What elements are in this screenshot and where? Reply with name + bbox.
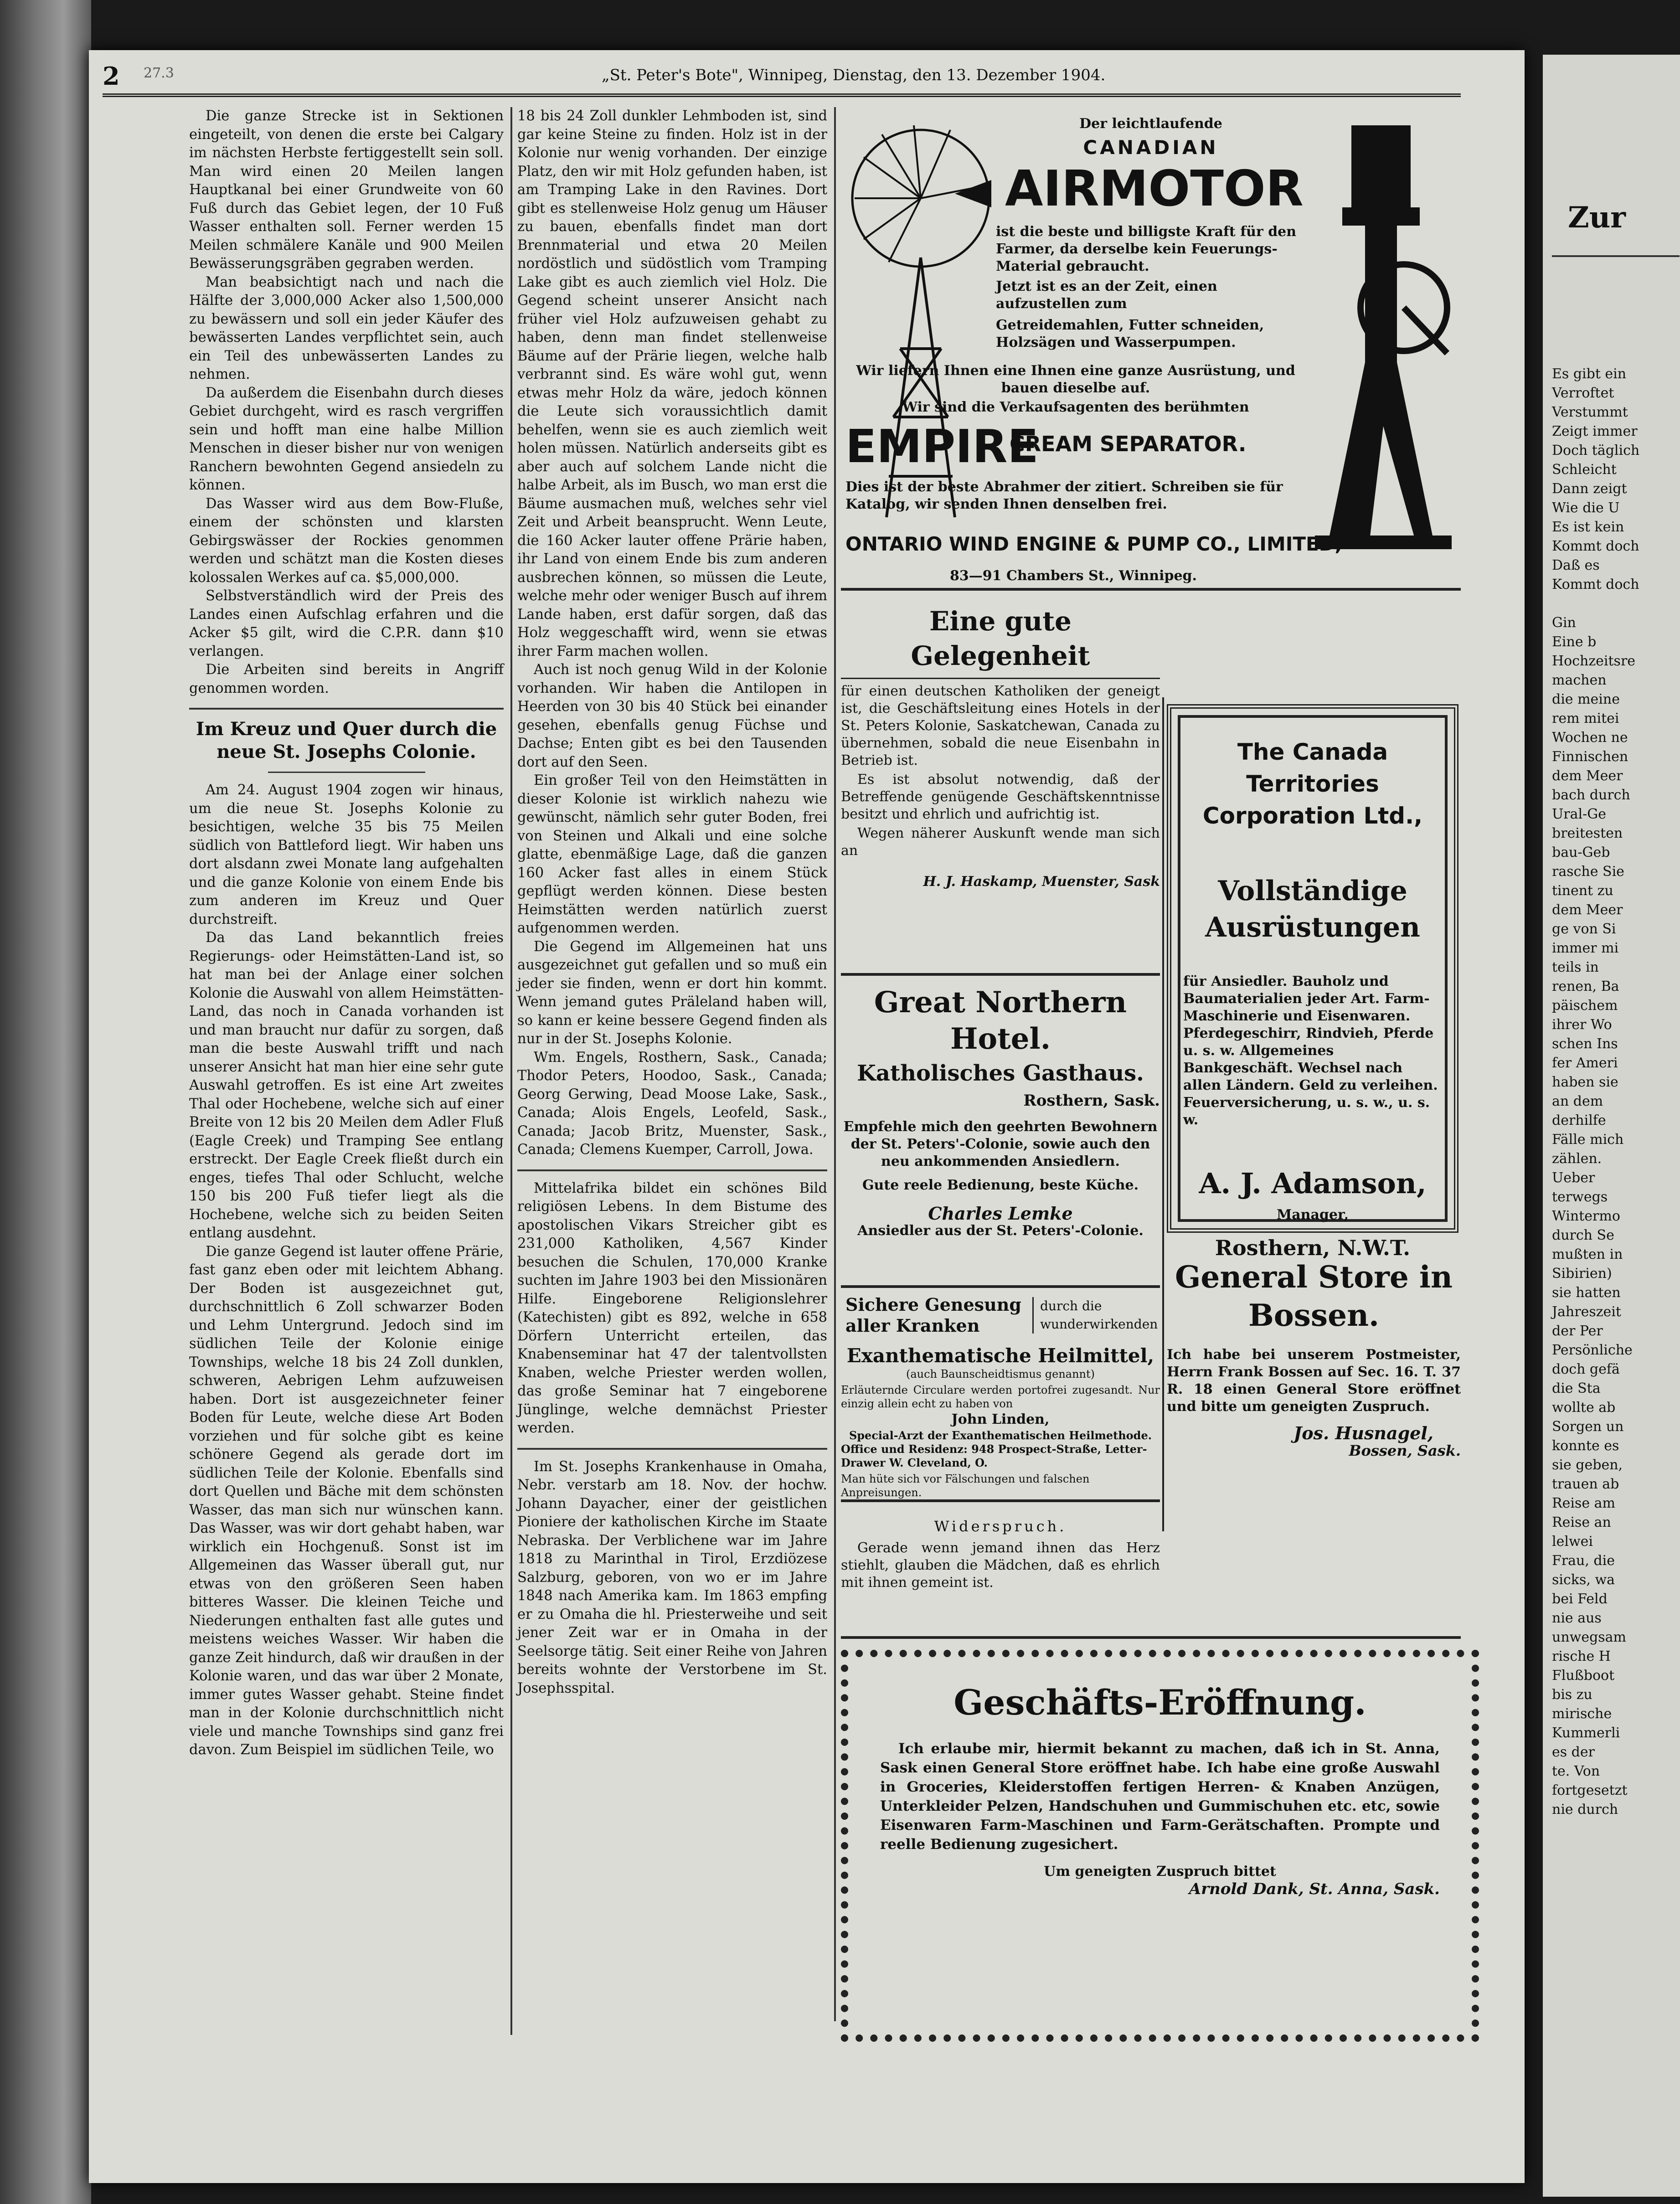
adjacent-page-line: Doch täglich xyxy=(1552,443,1640,458)
adjacent-rule xyxy=(1552,255,1680,257)
ad-signature: H. J. Haskamp, Muenster, Sask xyxy=(923,874,1160,890)
ad-text: Um geneigten Zuspruch bittet xyxy=(1044,1864,1276,1880)
adjacent-page-line: fer Ameri xyxy=(1552,1055,1618,1071)
adjacent-page-line: Eine b xyxy=(1552,634,1597,650)
adjacent-page-line: durch Se xyxy=(1552,1227,1614,1243)
handwritten-note: 27.3 xyxy=(144,65,174,81)
adjacent-page-line: breitesten xyxy=(1552,825,1623,841)
adjacent-page-line: terwegs xyxy=(1552,1189,1608,1205)
adjacent-page-line: derhilfe xyxy=(1552,1112,1606,1128)
adjacent-page xyxy=(1543,55,1680,2197)
column-2 xyxy=(517,107,827,1698)
adjacent-page-line: Wochen ne xyxy=(1552,730,1628,746)
adjacent-page-line: Finnischen xyxy=(1552,749,1628,765)
adjacent-page-line xyxy=(1552,594,1680,613)
section-rule xyxy=(841,973,1160,976)
ad-place: Rosthern, Sask. xyxy=(1023,1092,1160,1110)
paragraph: Die ganze Gegend ist lauter offene Prärie, fast ganz eben oder mit leichtem Abhang. Der Boden ist ausgezeichnet gut, durchschnittlich 6 Zoll schwarzer Boden und Lehm Untergrund. Jedoch sind im südlichen Teile der Kolonie einige Townships, welche 18 bis 24 Zoll dunklen, schweren, Aebrigen Lehm aufzuweisen haben. Dort ist ausgezeichneter feiner Boden für Leute, welche diese Art Boden vorziehen und für solche gibt es keine schönere Gegend als gerade dort im südlichen Teile der Kolonie. Ebenfalls sind dort Quellen und Bäche mit dem schönsten Wasser, das man sich nur wünschen kann. Das Wasser, was wir dort gehabt haben, war wirklich ein Hochgenuß. Sonst ist im Allgemeinen das Wasser überall gut, nur etwas von den größeren Seen haben bitteres Wasser. Die kleinen Teiche und Niederungen enthalten fast alle gutes und meistens weiches Wasser. Wir haben die ganze Zeit hindurch, daß wir draußen in der Kolonie waren, und das war über 2 Monate, immer gutes Wasser gehabt. Steine findet man in der Kolonie durchschnittlich nicht viele und manche Townships sind ganz frei davon. Zum Beispiel im südlichen Teile, wo xyxy=(189,1243,504,1758)
adjacent-page-line: Fälle mich xyxy=(1552,1132,1624,1148)
adjacent-page-line: Persönliche xyxy=(1552,1342,1633,1358)
adjacent-page-line: Kommt doch xyxy=(1552,577,1639,592)
adjacent-page-line: die meine xyxy=(1552,691,1620,707)
adjacent-page-line: Zeigt immer xyxy=(1552,423,1638,439)
adjacent-page-line: ge von Si xyxy=(1552,921,1616,937)
paragraph: Da das Land bekanntlich freies Regierungs- oder Heimstätten-Land ist, so hat man bei der Anlage einer solchen Kolonie die Auswahl von allem Heimstätten-Land, das noch in Canada vorhanden ist und man braucht nur dafür zu sorgen, daß man die beste Auswahl trifft und nach unserer Ansicht hat man hier eine sehr gute Auswahl getroffen. Es ist eine Art zweites Thal oder Hochebene, welche sich auf einer Breite von 12 bis 20 Meilen dem Adler Fluß (Eagle Creek) und Tramping See entlang erstreckt. Der Eagle Creek fließt durch ein enges, tiefes Thal oder Schlucht, welche 150 bis 200 Fuß tiefer liegt als die Hochebene, welche sich zu beiden Seiten entlang ausdehnt. xyxy=(189,930,504,1241)
adjacent-page-line: Flußboot xyxy=(1552,1668,1615,1684)
short-rule xyxy=(268,772,425,773)
adjacent-page-line: Wie die U xyxy=(1552,500,1620,516)
paragraph: Mittelafrika bildet ein schönes Bild religiösen Lebens. In dem Bistume des apostolischen Vikars Streicher gibt es 231,000 Katholiken, 4,567 Kinder besuchen die Schulen, 170,000 Kranke suchten im Jahre 1903 bei den Missionären Hilfe. Eingeborene Religionslehrer (Katechisten) gibt es 892, welche in 658 Dörfern Unterricht erteilen, das Knabenseminar hat 47 der talentvollsten Knaben, welche Priester werden wollen, das große Seminar hat 7 eingeborene Jünglinge, welche demnächst Priester werden. xyxy=(517,1180,827,1436)
airmotor-brand-line1: CANADIAN xyxy=(1083,136,1219,159)
airmotor-text: Wir liefern Ihnen eine Ihnen eine ganze Ausrüstung, und bauen dieselbe auf. xyxy=(856,363,1295,396)
adjacent-page-line: renen, Ba xyxy=(1552,978,1619,994)
ad-signature: Jos. Husnagel, xyxy=(1293,1423,1433,1443)
ad-heading: Vollständige xyxy=(1218,875,1407,907)
company-address: 83—91 Chambers St., Winnipeg. xyxy=(950,568,1197,584)
ad-title: The Canada Territories xyxy=(1237,739,1388,797)
ad-title: Great Northern Hotel. xyxy=(874,985,1127,1056)
airmotor-text: Getreidemahlen, Futter schneiden, Holzsägen und Wasserpumpen. xyxy=(996,317,1264,350)
ad-signature-line: Ansiedler aus der St. Peters'-Colonie. xyxy=(857,1223,1144,1239)
adjacent-page-line: ihrer Wo xyxy=(1552,1017,1612,1033)
ad-text: Empfehle mich den geehrten Bewohnern der St. Peters'-Colonie, sowie auch den neu ankommenden Ansiedlern. xyxy=(843,1119,1158,1169)
ad-title: Bossen. xyxy=(1248,1298,1380,1333)
ad-title: General Store in xyxy=(1175,1259,1453,1295)
ad-text: Gute reele Bedienung, beste Küche. xyxy=(862,1177,1139,1193)
adjacent-page-line: Gin xyxy=(1552,615,1576,631)
adjacent-page-line: bach durch xyxy=(1552,787,1630,803)
adjacent-page-line: Frau, die xyxy=(1552,1553,1615,1569)
book-binding xyxy=(0,0,91,2204)
adjacent-page-line: lelwei xyxy=(1552,1534,1593,1550)
paragraph: 18 bis 24 Zoll dunkler Lehmboden ist, sind gar keine Steine zu finden. Holz ist in der Kolonie nur wenig vorhanden. Der einzige Platz, den wir mit Holz gefunden haben, ist am Tramping Lake in den Ravines. Dort gibt es stellenweise Holz genug um Häuser zu bauen, ebenfalls findet man dort Brennmaterial und etwa 20 Meilen nordöstlich und südöstlich vom Tramping Lake gibt es auch ziemlich viel Holz. Die Gegend scheint unserer Ansicht nach früher viel Holz aufzuweisen gehabt zu haben, denn man findet stellenweise Bäume auf der Prärie liegen, welche halb verbrannt sind. Es wäre wohl gut, wenn etwas mehr Holz da wäre, jedoch können die Leute sich voraussichtlich damit behelfen, wenn sie es auch ziemlich weit holen müssen. Natürlich anderseits gibt es aber auch auf solchem Lande nicht die halbe Arbeit, als im Busch, wo man erst die Bäume ausmachen muß, welches sehr viel Zeit und Arbeit beansprucht. Wenn Leute, die 160 Acker lauter offene Prärie haben, ihr Land von einem Ende bis zum anderen ausbrechen können, so müssen die Leute, welche mehr oder weniger Busch auf ihrem Lande haben, erst dafür sorgen, daß das Holz weggeschafft wird, wenn sie etwas ihrer Farm machen wollen. xyxy=(517,108,827,659)
adjacent-page-line: an dem xyxy=(1552,1093,1603,1109)
ad-text: Ich erlaube mir, hiermit bekannt zu machen, daß ich in St. Anna, Sask einen General Store eröffnet habe. Ich habe eine große Auswahl in Groceries, Kleiderstoffen fertigen Herren- & Knaben Anzügen, Unterkleider Pelzen, Handschuhen und Gummischuhen etc. etc, sowie Eisenwaren Farm-Maschinen und Farm-Gerätschaften. Prompte und reelle Bedienung zugesichert. xyxy=(880,1741,1440,1853)
ad-side-note: durch die wunderwirkenden xyxy=(1032,1297,1163,1334)
item-title: Widerspruch. xyxy=(934,1518,1067,1535)
ad-role: Manager, xyxy=(1276,1207,1349,1223)
ad-text: Ich habe bei unserem Postmeister, Herrn Frank Bossen auf Sec. 16. T. 37 R. 18 einen General Store eröffnet und bitte um geneigten Zuspruch. xyxy=(1167,1347,1461,1415)
ad-text: für einen deutschen Katholiken der geneigt ist, die Geschäftsleitung eines Hotels in der St. Peters Kolonie, Saskatchewan, Canada zu übernehmen, sobald die neue Eisenbahn in Betrieb ist. xyxy=(841,683,1160,768)
airmotor-text: Dies ist der beste Abrahmer der zitiert. Schreiben sie für Katalog, wir senden Ihnen denselben frei. xyxy=(845,479,1283,512)
adjacent-page-line: unwegsam xyxy=(1552,1629,1627,1645)
canada-territories-ad xyxy=(1167,704,1458,1260)
adjacent-page-line: dem Meer xyxy=(1552,768,1623,784)
cream-separator-label: CREAM SEPARATOR. xyxy=(1010,432,1247,456)
company-name: ONTARIO WIND ENGINE & PUMP CO., LIMITED, xyxy=(845,533,1342,555)
adjacent-page-line: nie aus xyxy=(1552,1610,1602,1626)
adjacent-page-line: rasche Sie xyxy=(1552,864,1624,880)
ad-text: Special-Arzt der Exanthematischen Heilmethode. xyxy=(849,1429,1152,1442)
adjacent-page-line: Es ist kein xyxy=(1552,519,1624,535)
paragraph: Man beabsichtigt nach und nach die Hälfte der 3,000,000 Acker also 1,500,000 zu bewässern und soll ein jeder Käufer des bewässerten Landes verpflichtet sein, auch ein Teil des unbewässerten Landes zu nehmen. xyxy=(189,274,504,382)
adjacent-page-line: bau-Geb xyxy=(1552,845,1610,860)
airmotor-text: Wir sind die Verkaufsagenten des berühmten xyxy=(902,399,1249,415)
ad-title: Sichere Genesung xyxy=(845,1294,1021,1315)
adjacent-page-line: der Per xyxy=(1552,1323,1603,1339)
empire-brand: EMPIRE xyxy=(845,420,1039,473)
adjacent-page-line: haben sie xyxy=(1552,1074,1618,1090)
adjacent-page-line: nie durch xyxy=(1552,1802,1618,1818)
paragraph: Das Wasser wird aus dem Bow-Fluße, einem der schönsten und klarsten Gebirgswässer der Rockies genommen werden und schätzt man die Kosten dieses kolossalen Werkes auf ca. $5,000,000. xyxy=(189,495,504,586)
adjacent-page-line: Schleicht xyxy=(1552,462,1617,478)
adjacent-page-line: es der xyxy=(1552,1744,1595,1760)
ad-title: Corporation Ltd., xyxy=(1202,803,1423,829)
adjacent-page-text xyxy=(1552,365,1680,1819)
opportunity-ad xyxy=(841,599,1160,909)
adjacent-page-line: te. Von xyxy=(1552,1763,1600,1779)
column-1 xyxy=(189,107,504,1760)
page-header xyxy=(103,62,1461,97)
ad-heading: Ausrüstungen xyxy=(1205,911,1420,943)
ad-text: für Ansiedler. Bauholz und Baumaterialien jeder Art. Farm-Maschinerie und Eisenwaren. Pferdegeschirr, Rindvieh, Pferde u. s. w. Allgemeines Bankgeschäft. Wechsel nach allen Ländern. Geld zu verleihen. Feuerversicherung, u. s. w., u. s. w. xyxy=(1183,973,1438,1128)
adjacent-page-line: doch gefä xyxy=(1552,1361,1620,1377)
section-rule xyxy=(841,1499,1160,1502)
adjacent-page-line: Sorgen un xyxy=(1552,1419,1624,1435)
adjacent-page-line: sicks, wa xyxy=(1552,1572,1615,1588)
adjacent-page-line: Kommt doch xyxy=(1552,538,1639,554)
adjacent-page-line: Es gibt ein xyxy=(1552,366,1627,382)
paragraph: Die Gegend im Allgemeinen hat uns ausgezeichnet gut gefallen und so muß ein jeder sie finden, wenn er dort hin kommt. Wenn jemand gutes Präleland haben will, so kann er keine bessere Gegend finden als nur in der St. Josephs Kolonie. xyxy=(517,938,827,1047)
airmotor-ad xyxy=(841,107,1461,677)
masthead-line: „St. Peter's Bote", Winnipeg, Dienstag, den 13. Dezember 1904. xyxy=(602,66,1106,84)
ad-text: (auch Baunscheidtismus genannt) xyxy=(906,1368,1095,1380)
paragraph: Ein großer Teil von den Heimstätten in dieser Kolonie ist wirklich nahezu wie gewünscht, nämlich sehr guter Boden, frei von Steinen und Alkali und eine solche glatte, ebenmäßige Lage, daß die ganzen 160 Acker fast alles in einem Stück gepflügt werden können. Diese besten Heimstätten werden natürlich zuerst aufgenommen werden. xyxy=(517,772,827,936)
page-number: 2 xyxy=(103,62,120,91)
section-rule xyxy=(517,1169,827,1171)
ad-name: John Linden, xyxy=(951,1411,1050,1427)
section-rule xyxy=(841,588,1461,591)
business-opening-ad xyxy=(841,1650,1479,2042)
section-rule xyxy=(841,1285,1160,1288)
adjacent-page-line: Ural-Ge xyxy=(1552,806,1606,822)
ad-title: aller Kranken xyxy=(845,1315,980,1336)
airmotor-tag: Der leichtlaufende xyxy=(1079,116,1222,132)
paragraph: Da außerdem die Eisenbahn durch dieses Gebiet durchgeht, wird es rasch vergriffen sein und hofft man eine halbe Million Menschen in dieser bisher nur von wenigen Ranchern bewohnten Gegend ansiedeln zu können. xyxy=(189,385,504,493)
general-store-ad xyxy=(1167,1258,1461,1531)
ad-rule xyxy=(841,678,1160,679)
paragraph: Auch ist noch genug Wild in der Kolonie vorhanden. Wir haben die Antilopen in Heerden von 30 bis 40 Stück bei einander gesehen, ebenfalls genug Füchse und Dachse; Enten gibt es bei den Tausenden dort auf den Seen. xyxy=(517,662,827,770)
ad-signature: Arnold Dank, St. Anna, Sask. xyxy=(1189,1880,1440,1898)
cream-separator-icon xyxy=(1297,116,1456,554)
adjacent-page-line: Reise an xyxy=(1552,1514,1611,1530)
airmotor-text: Jetzt ist es an der Zeit, einen aufzustellen zum xyxy=(996,278,1217,312)
adjacent-page-line: sie geben, xyxy=(1552,1457,1623,1473)
adjacent-page-line: päischem xyxy=(1552,998,1618,1014)
adjacent-page-line: rische H xyxy=(1552,1648,1611,1664)
ad-text: Erläuternde Circulare werden portofrei zugesandt. Nur einzig allein echt zu haben von xyxy=(841,1384,1160,1410)
adjacent-page-line: Hochzeitsre xyxy=(1552,653,1636,669)
adjacent-page-line: schen Ins xyxy=(1552,1036,1618,1052)
adjacent-page-line: Verroftet xyxy=(1552,385,1614,401)
ad-subtitle: Katholisches Gasthaus. xyxy=(857,1061,1144,1086)
paragraph: Selbstverständlich wird der Preis des Landes einen Aufschlag erfahren und die Acker $5 gilt, wird die C.P.R. dann $10 verlangen. xyxy=(189,588,504,659)
airmotor-brand-line2: AIRMOTOR xyxy=(1005,160,1304,217)
adjacent-page-line: konnte es xyxy=(1552,1438,1619,1454)
adjacent-page-line: Reise am xyxy=(1552,1495,1615,1511)
adjacent-page-line: mußten in xyxy=(1552,1246,1623,1262)
adjacent-page-line: die Sta xyxy=(1552,1380,1601,1396)
ad-title: Geschäfts-Eröffnung. xyxy=(953,1682,1366,1723)
item-text: Gerade wenn jemand ihnen das Herz stiehlt, glauben die Mädchen, daß es ehrlich mit ihnen gemeint ist. xyxy=(841,1540,1160,1591)
adjacent-page-line: fortgesetzt xyxy=(1552,1782,1628,1798)
adjacent-page-line: immer mi xyxy=(1552,940,1619,956)
column-rule xyxy=(1162,697,1164,1531)
adjacent-page-line: trauen ab xyxy=(1552,1476,1619,1492)
column-rule xyxy=(510,107,512,2035)
paragraph: Im St. Josephs Krankenhause in Omaha, Nebr. verstarb am 18. Nov. der hochw. Johann Dayacher, einer der geistlichen Pioniere der katholischen Kirche im Staate Nebraska. Der Verblichene war im Jahre 1818 zu Marinthal in Tirol, Erzdiözese Salzburg, geboren, von wo er im Jahre 1848 nach Amerika kam. Im 1863 empfing er zu Omaha die hl. Priesterweihe und seit jener Zeit war er in Omaha in der Seelsorge tätig. Seit einer Reihe von Jahren bereits wohnte der Verstorbene im St. Josephsspital. xyxy=(517,1458,827,1696)
ad-signature-line: Bossen, Sask. xyxy=(1349,1442,1461,1459)
signatories: Wm. Engels, Rosthern, Sask., Canada; Thodor Peters, Hoodoo, Sask., Canada; Georg Gerwing, Dead Moose Lake, Sask., Canada; Alois Engels, Leofeld, Sask., Canada; Jacob Britz, Muenster, Sask., Canada; Clemens Kuemper, Carroll, Jowa. xyxy=(517,1049,827,1158)
adjacent-page-heading: Zur xyxy=(1568,201,1626,235)
column-rule xyxy=(834,107,836,2021)
adjacent-page-line: Sibirien) xyxy=(1552,1266,1612,1282)
ad-text: Office und Residenz: 948 Prospect-Straße, Letter-Drawer W. Cleveland, O. xyxy=(841,1442,1147,1469)
ad-text: Man hüte sich vor Fälschungen und falschen Anpreisungen. xyxy=(841,1473,1090,1499)
ad-title: Eine gute Gelegenheit xyxy=(911,606,1090,671)
adjacent-page-line: sie hatten xyxy=(1552,1285,1621,1301)
ad-name: A. J. Adamson, xyxy=(1199,1167,1427,1200)
adjacent-page-line: machen xyxy=(1552,672,1607,688)
airmotor-text: ist die beste und billigste Kraft für den Farmer, da derselbe kein Feuerungs-Material gebraucht. xyxy=(996,224,1297,274)
paragraph: Die Arbeiten sind bereits in Angriff genommen worden. xyxy=(189,662,504,696)
widerspruch-item xyxy=(841,1518,1160,1636)
adjacent-page-line: Verstummt xyxy=(1552,404,1628,420)
adjacent-page-line: Ueber xyxy=(1552,1170,1595,1186)
adjacent-page-line: teils in xyxy=(1552,959,1599,975)
adjacent-page-line: dem Meer xyxy=(1552,902,1623,918)
ad-signature: Charles Lemke xyxy=(928,1203,1073,1224)
hotel-ad xyxy=(841,984,1160,1303)
ad-text: Wegen näherer Auskunft wende man sich an xyxy=(841,825,1160,859)
section-rule xyxy=(517,1448,827,1450)
adjacent-page-line: Wintermo xyxy=(1552,1208,1620,1224)
adjacent-page-line: zählen. xyxy=(1552,1151,1602,1167)
adjacent-page-line: wollte ab xyxy=(1552,1400,1616,1416)
ad-place: Rosthern, N.W.T. xyxy=(1215,1236,1411,1260)
adjacent-page-line: bis zu xyxy=(1552,1687,1592,1703)
paragraph: Am 24. August 1904 zogen wir hinaus, um die neue St. Josephs Kolonie zu besichtigen, welche 35 bis 75 Meilen südlich von Battleford liegt. Wir haben uns dort alsdann zwei Monate lang aufgehalten und die ganze Kolonie von einem Ende bis zum anderen im Kreuz und Quer durchstreift. xyxy=(189,782,504,927)
adjacent-page-line: bei Feld xyxy=(1552,1591,1608,1607)
article-headline: Im Kreuz und Quer durch die neue St. Josephs Colonie. xyxy=(196,718,497,762)
adjacent-page-line: Daß es xyxy=(1552,557,1600,573)
paragraph: Die ganze Strecke ist in Sektionen eingeteilt, von denen die erste bei Calgary im nächsten Herbste fertiggestellt sein soll. Man wird einen 20 Meilen langen Hauptkanal bei einer Grundweite von 60 Fuß durch das Gebiet legen, der 10 Fuß Wasser enthalten soll. Ferner werden 15 Meilen schmälere Kanäle und 900 Meilen Bewässerungsgräben gegraben werden. xyxy=(189,108,504,272)
ad-text: Es ist absolut notwendig, daß der Betreffende genügende Geschäftskenntnisse besitzt und ehrlich und aufrichtig ist. xyxy=(841,772,1160,822)
section-rule xyxy=(189,708,504,710)
adjacent-page-line: Kummerli xyxy=(1552,1725,1620,1741)
ad-subtitle: Exanthematische Heilmittel, xyxy=(846,1344,1154,1367)
adjacent-page-line: rem mitei xyxy=(1552,711,1619,726)
remedy-ad xyxy=(841,1294,1160,1531)
adjacent-page-line: tinent zu xyxy=(1552,883,1613,899)
adjacent-page-line: Dann zeigt xyxy=(1552,481,1627,497)
adjacent-page-line: mirische xyxy=(1552,1706,1612,1722)
section-rule xyxy=(841,1636,1461,1639)
adjacent-page-line: Jahreszeit xyxy=(1552,1304,1621,1320)
